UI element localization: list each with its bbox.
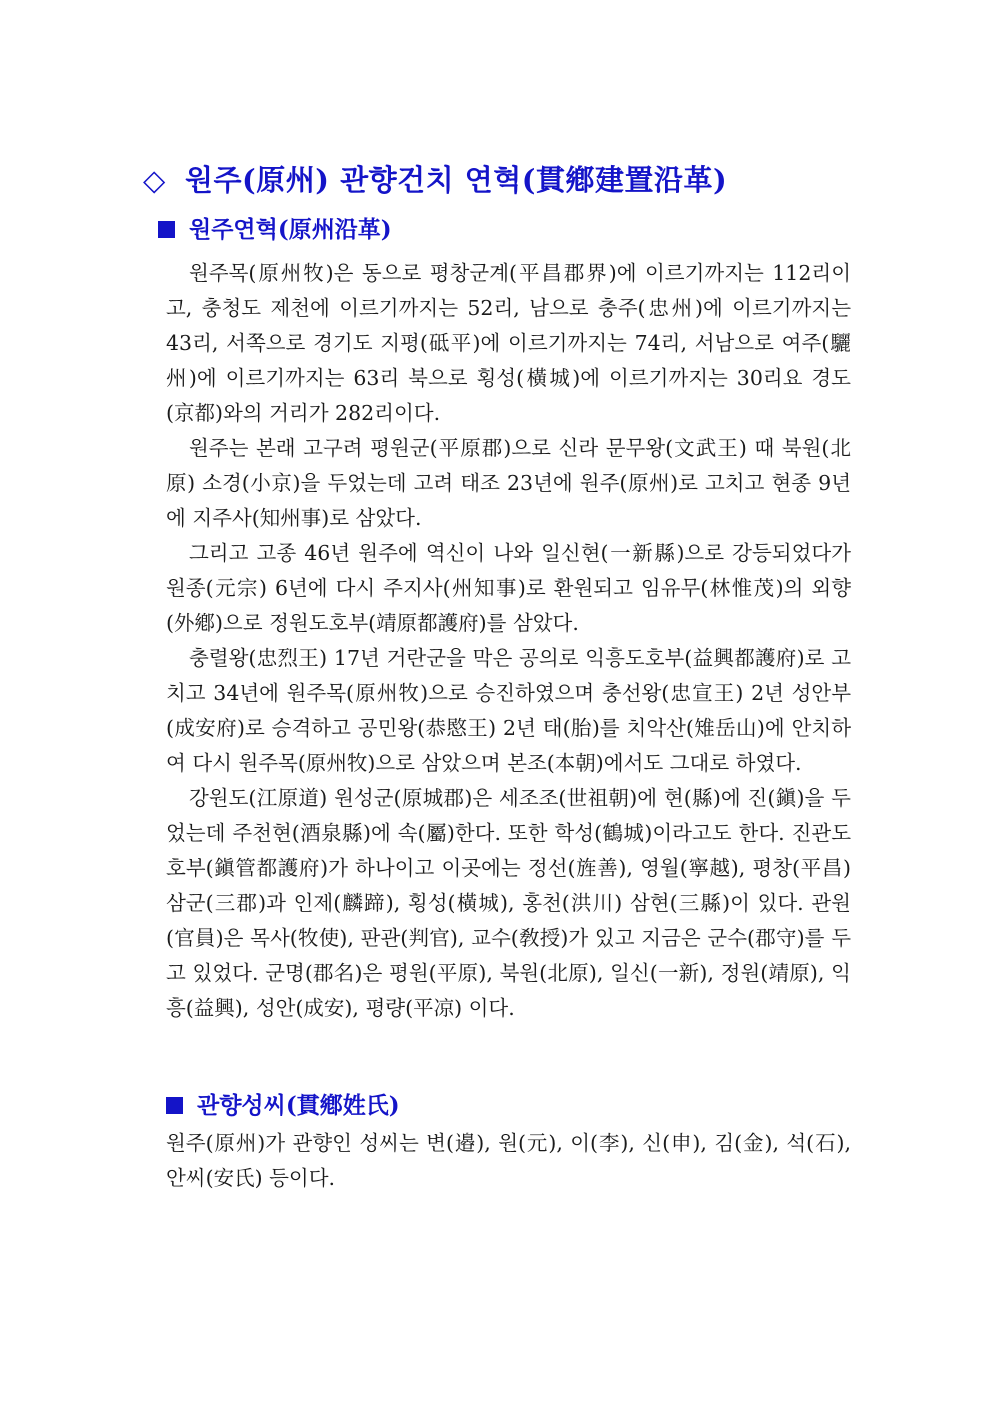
paragraph: 원주목(原州牧)은 동으로 평창군계(平昌郡界)에 이르기까지는 112리이고, 충청도 제천에 이르기까지는 52리, 남으로 충주(忠州)에 이르기까지는 43리, 서쪽으로 경기도 지평(砥平)에 이르기까지는 74리, 서남으로 여주(驪州)에 이르기까지는 63리 북으로 횡성(橫城)에 이르기까지는 30리요 경도(京都)와의 거리가 282리이다. xyxy=(166,261,851,425)
section-body-wonju-history xyxy=(166,256,851,1026)
filled-square-icon xyxy=(158,221,175,238)
filled-square-icon xyxy=(166,1097,183,1114)
paragraph: 강원도(江原道) 원성군(原城郡)은 세조조(世祖朝)에 현(縣)에 진(鎭)을 두었는데 주천현(酒泉縣)에 속(屬)한다. 또한 학성(鶴城)이라고도 한다. 진관도호부(鎭管都護府)가 하나이고 이곳에는 정선(旌善), 영월(寧越), 평창(平昌) 삼군(三郡)과 인제(麟蹄), 횡성(橫城), 홍천(洪川) 삼현(三縣)이 있다. 관원(官員)은 목사(牧使), 판관(判官), 교수(敎授)가 있고 지금은 군수(郡守)를 두고 있었다. 군명(郡名)은 평원(平原), 북원(北原), 일신(一新), 정원(靖原), 익흥(益興), 성안(成安), 평량(平凉) 이다. xyxy=(166,786,851,1020)
paragraph: 원주(原州)가 관향인 성씨는 변(邉), 원(元), 이(李), 신(申), 김(金), 석(石), 안씨(安氏) 등이다. xyxy=(166,1131,851,1190)
page-title xyxy=(143,160,863,200)
section-heading-clan-surnames xyxy=(166,1090,400,1122)
section-heading-text: 관향성씨(貫鄕姓氏) xyxy=(197,1092,400,1119)
section-heading-wonju-history xyxy=(158,214,392,246)
paragraph: 충렬왕(忠烈王) 17년 거란군을 막은 공의로 익흥도호부(益興都護府)로 고치고 34년에 원주목(原州牧)으로 승진하였으며 충선왕(忠宣王) 2년 성안부(成安府)로 승격하고 공민왕(恭愍王) 2년 태(胎)를 치악산(雉岳山)에 안치하여 다시 원주목(原州牧)으로 삼았으며 본조(本朝)에서도 그대로 하였다. xyxy=(166,646,851,775)
diamond-outline-icon: ◇ xyxy=(143,163,166,197)
paragraph: 원주는 본래 고구려 평원군(平原郡)으로 신라 문무왕(文武王) 때 북원(北原) 소경(小京)을 두었는데 고려 태조 23년에 원주(原州)로 고치고 현종 9년에 지주사(知州事)로 삼았다. xyxy=(166,436,851,530)
page-title-text: 원주(原州) 관향건치 연혁(貫鄕建置沿革) xyxy=(185,163,728,197)
paragraph: 그리고 고종 46년 원주에 역신이 나와 일신현(一新縣)으로 강등되었다가 원종(元宗) 6년에 다시 주지사(州知事)로 환원되고 임유무(林惟茂)의 외향(外鄕)으로 정원도호부(靖原都護府)를 삼았다. xyxy=(166,541,851,635)
section-heading-text: 원주연혁(原州沿革) xyxy=(189,216,392,243)
section-body-clan-surnames xyxy=(166,1126,851,1196)
